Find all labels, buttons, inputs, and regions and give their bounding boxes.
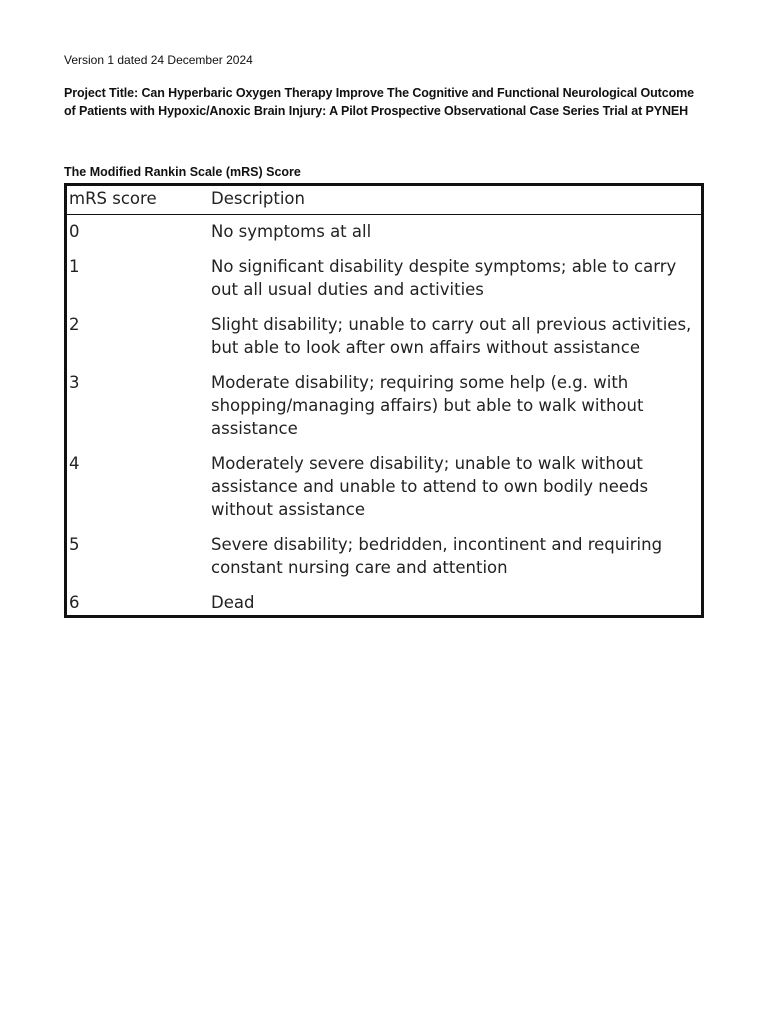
table-row (66, 527, 703, 585)
table-title: The Modified Rankin Scale (mRS) Score (64, 165, 301, 179)
description-cell: Moderate disability; requiring some help (e.g. with shopping/managing affairs) but able to walk without assistance (211, 373, 644, 438)
column-header-score: mRS score (66, 185, 210, 215)
table-row (66, 446, 703, 527)
score-cell: 6 (69, 593, 80, 612)
table-row (66, 585, 703, 617)
project-title: Project Title: Can Hyperbaric Oxygen Therapy Improve The Cognitive and Functional Neurological Outcome of Patients with Hypoxic/Anoxic Brain Injury: A Pilot Prospective Observational Case Series Trial at PYNEH (64, 86, 694, 118)
score-cell: 3 (69, 373, 80, 392)
table-row (66, 215, 703, 250)
table-row (66, 365, 703, 446)
table-row (66, 307, 703, 365)
description-cell: No symptoms at all (211, 222, 372, 241)
table-header-row (66, 185, 703, 215)
table-row (66, 249, 703, 307)
score-cell: 2 (69, 315, 80, 334)
score-cell: 4 (69, 454, 80, 473)
score-cell: 0 (69, 222, 80, 241)
score-cell: 5 (69, 535, 80, 554)
description-cell: Severe disability; bedridden, incontinent and requiring constant nursing care and attention (211, 535, 663, 577)
description-cell: Dead (211, 593, 255, 612)
version-line: Version 1 dated 24 December 2024 (64, 53, 253, 67)
score-cell: 1 (69, 257, 80, 276)
description-cell: Slight disability; unable to carry out all previous activities, but able to look after own affairs without assistance (211, 315, 692, 357)
description-cell: No significant disability despite symptoms; able to carry out all usual duties and activities (211, 257, 677, 299)
mrs-table (64, 183, 704, 618)
description-cell: Moderately severe disability; unable to walk without assistance and unable to attend to own bodily needs without assistance (211, 454, 649, 519)
column-header-description: Description (209, 185, 703, 215)
